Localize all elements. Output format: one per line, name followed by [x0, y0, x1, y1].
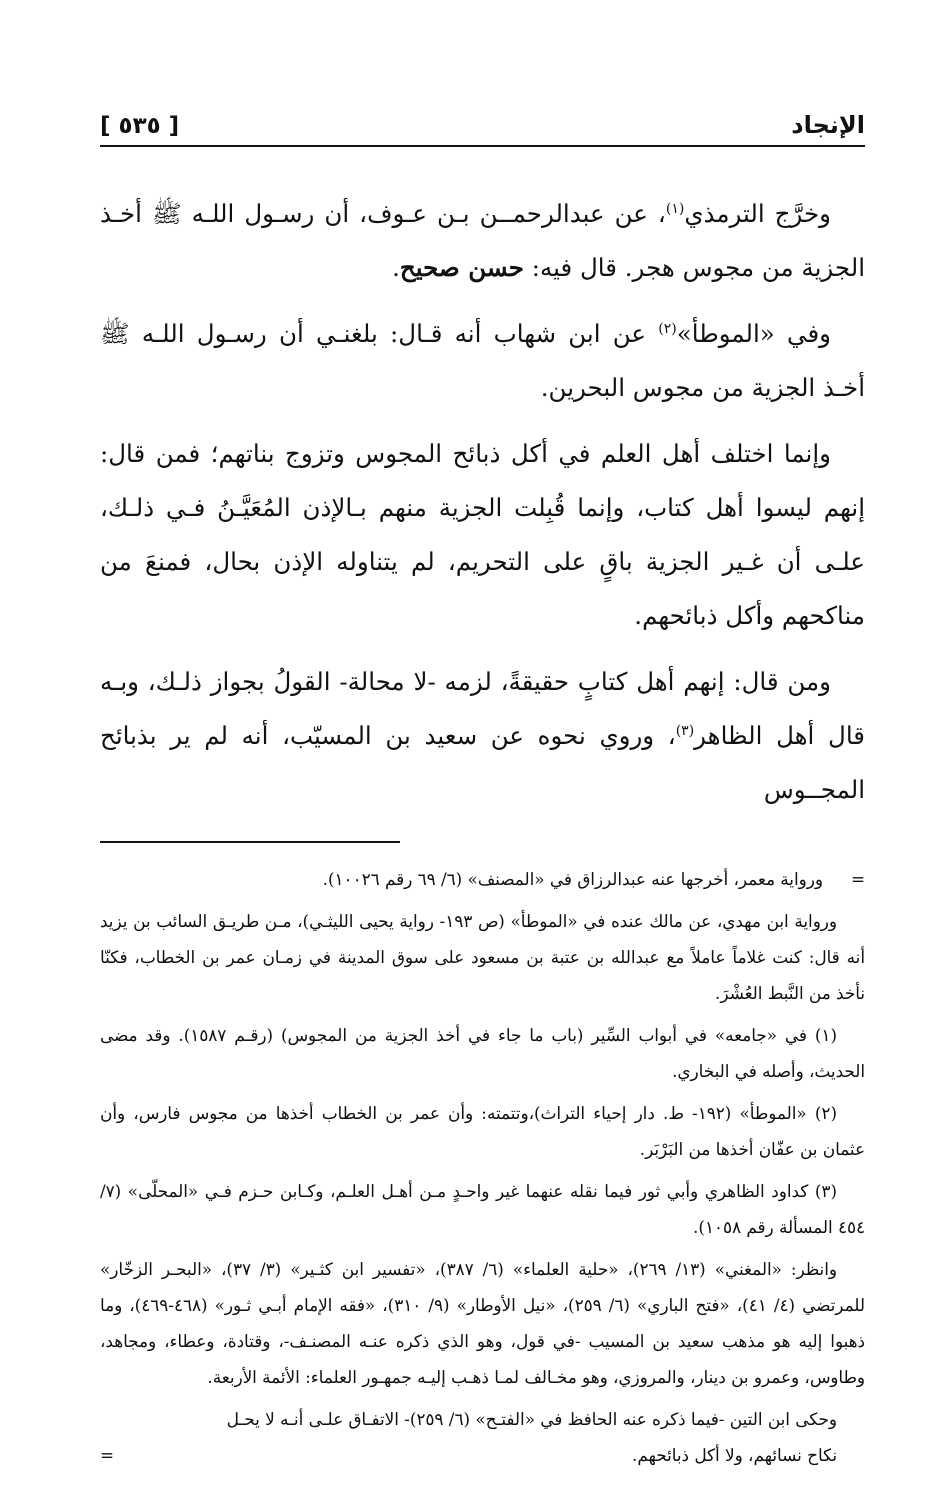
book-page [100, 95, 865, 1479]
footnote-1: (١) في «جامعه» في أبواب السِّير (باب ما جاء في أخذ الجزية من المجوس) (رقـم ١٥٨٧). وقد مضى الحديث، وأصله في البخاري. [100, 1025, 865, 1081]
footnote-continuation [100, 861, 865, 897]
p1-text-b: ، عن عبدالرحمــن بـن عـوف، أن رسـول اللـه ﷺ أخـذ الجزية من مجوس هجر. قال فيه: [100, 199, 865, 282]
paragraph-2 [100, 307, 865, 415]
footnote-2: (٢) «الموطأ» (١٩٢- ط. دار إحياء التراث)،وتتمته: وأن عمر بن الخطاب أخذها من مجوس فارس، وأن عثمان بن عفّان أخذها من البَرْبَر. [100, 1103, 865, 1159]
footnote-ref-3: (٣) [675, 722, 695, 739]
p2-text-a: وفي «الموطأ» [676, 319, 831, 348]
footnote-3-last [100, 1401, 865, 1473]
continuation-mark: = [850, 869, 865, 889]
end-continuation-mark: = [100, 1445, 115, 1465]
page-header [100, 95, 865, 147]
footnote-ref-1: (١) [665, 200, 685, 217]
p1-text-c: . [392, 253, 400, 282]
footnote-3-last-line-2: نكاح نسائهم، ولا أكل ذبائحهم. [632, 1445, 837, 1465]
footnote-divider [100, 841, 400, 843]
footnote-3-last-row [100, 1437, 865, 1473]
footnote-ref-2: (٢) [658, 320, 677, 337]
page-number: [ ٥٣٥ ] [100, 113, 180, 139]
paragraph-1 [100, 187, 865, 295]
footnote-continuation-text: ورواية معمر، أخرجها عنه عبدالرزاق في «المصنف» (٦/ ٦٩ رقم ١٠٠٢٦). [322, 869, 823, 889]
paragraph-3: وإنما اختلف أهل العلم في أكل ذبائح المجوس وتزوج بناتهم؛ فمن قال: إنهم ليسوا أهل كتاب، وإنما قُبِلت الجزية منهم بـالإذن المُعَيَّـنُ فـي ذلـك، علـى أن غـير الجزية باقٍ على التحريم، لم يتناوله الإذن بحال، فمنعَ من مناكحهم وأكل ذبائحهم. [100, 439, 865, 630]
footnote-3: (٣) كداود الظاهري وأبي ثور فيما نقله عنهما غير واحـدٍ مـن أهـل العلـم، وكـابن حـزم فـي «المحلّى» (٧/ ٤٥٤ المسألة رقم ١٠٥٨). [100, 1181, 865, 1237]
p4-text-b: ، وروي نحوه عن سعيد بن المسيّب، أنه لم ير بذبائح المجــوس [100, 721, 865, 804]
paragraph-4 [100, 655, 865, 817]
footnote-continuation-2: ورواية ابن مهدي، عن مالك عنده في «الموطأ» (ص ١٩٣- رواية يحيى الليثـي)، مـن طريـق السائب بن يزيد أنه قال: كنت غلاماً عاملاً مع عبدالله بن عتبة بن مسعود على سوق المدينة في زمـان عمر بن الخطاب، فكنّا نأخذ من النَّبط العُشْرَ. [100, 911, 865, 1003]
hadith-grade: حسن صحيح [399, 253, 524, 282]
footnote-3-references: وانظر: «المغني» (١٣/ ٢٦٩)، «حلية العلماء» (٦/ ٣٨٧)، «تفسير ابن كثـير» (٣/ ٣٧)، «البحـر الزخّار» للمرتضي (٤/ ٤١)، «فتح الباري» (٦/ ٢٥٩)، «نيل الأوطار» (٩/ ٣١٠)، «فقه الإمام أبـي ثـور» (٤٦٨-٤٦٩)، وما ذهبوا إليه هو مذهب سعيد بن المسيب -في قول، وهو الذي ذكره عنـه المصنـف-، وقتادة، وعطاء، ومجاهد، وطاوس، وعمرو بن دينار، والمروزي، وهو مخـالف لمـا ذهـب إليـه جمهـور العلماء: الأئمة الأربعة. [100, 1259, 865, 1387]
footnote-3-last-line-1: وحكى ابن التين -فيما ذكره عنه الحافظ في «الفتـح» (٦/ ٢٥٩)- الاتفـاق علـى أنـه لا يحـل [226, 1409, 837, 1429]
p1-text-a: وخرَّج الترمذي [684, 199, 831, 228]
p2-text-b: عن ابن شهاب أنه قـال: بلغنـي أن رسـول اللـه ﷺ أخـذ الجزية من مجوس البحرين. [100, 319, 865, 402]
footnotes [100, 861, 865, 1473]
chapter-title: الإنجاد [791, 111, 865, 139]
p4-text-a: ومن قال: إنهم أهل كتابٍ حقيقةً، لزمه -لا محالة- القولُ بجواز ذلـك، وبـه قال أهل الظاهر [100, 667, 865, 750]
main-text [100, 187, 865, 817]
